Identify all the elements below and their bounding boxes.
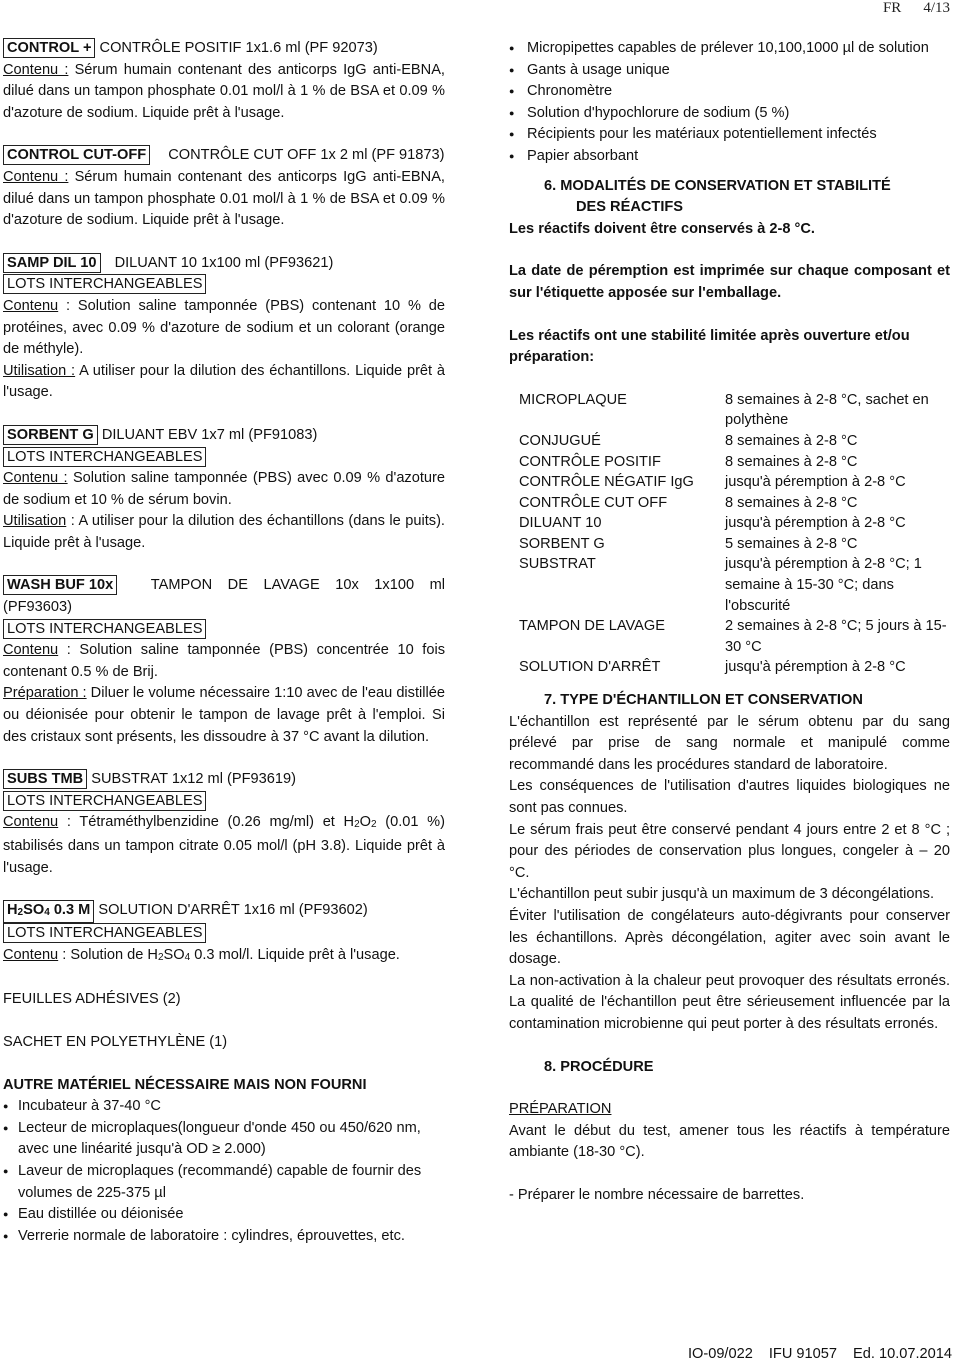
reagent-stability: 2 semaines à 2-8 °C; 5 jours à 15-30 °C (725, 618, 947, 655)
lots-interchangeables: LOTS INTERCHANGEABLES (3, 447, 206, 467)
reagent-stability: 8 semaines à 2-8 °C, sachet en polythène (725, 391, 929, 429)
reagent-stability: jusqu'à péremption à 2-8 °C (725, 659, 906, 676)
contenu-label: Contenu (3, 642, 59, 659)
reagent-stability: jusqu'à péremption à 2-8 °C (725, 474, 906, 491)
section-6-storage: Les réactifs doivent être conservés à 2-8 °C. (509, 220, 815, 237)
lots-interchangeables: LOTS INTERCHANGEABLES (3, 274, 206, 294)
stop-solution-title: SOLUTION D'ARRÊT 1x16 ml (PF93602) (98, 902, 368, 919)
right-column (509, 38, 950, 1207)
reagent-stability: 5 semaines à 2-8 °C (725, 535, 858, 552)
contenu-label: Contenu : (3, 470, 68, 487)
section-7-title: 7. TYPE D'ÉCHANTILLON ET CONSERVATION (544, 692, 863, 709)
sorbent-utilisation: : A utiliser pour la dilution des échantillons (dans le puits). Liquide prêt à l'usage. (3, 513, 445, 551)
preparation-title: PRÉPARATION (509, 1101, 612, 1118)
samp-dil-utilisation: A utiliser pour la dilution des échantillons. Liquide prêt à l'usage. (3, 362, 445, 401)
reagent-stability: jusqu'à péremption à 2-8 °C; 1 semaine à 15-30 °C; dans l'obscurité (725, 556, 922, 614)
contenu-label: Contenu (3, 297, 59, 314)
stop-solution-code (3, 900, 94, 923)
stop-solution-block (3, 900, 445, 968)
section-7-paragraph: Les conséquences de l'utilisation d'autres liquides biologiques ne sont pas connues. (509, 778, 950, 816)
table-row (519, 657, 947, 678)
subs-tmb-contenu-part: : Tétraméthylbenzidine (0.26 mg/ml) et H (58, 814, 355, 831)
section-6-stability-intro: Les réactifs ont une stabilité limitée après ouverture et/ou préparation: (509, 327, 910, 366)
autre-materiel-list (3, 1096, 445, 1247)
code-part: SO (23, 902, 45, 919)
feuilles-adhesives: FEUILLES ADHÉSIVES (2) (3, 991, 181, 1008)
wash-buf-block (3, 575, 445, 748)
section-7-paragraph: La non-activation à la chaleur peut provoquer des résultats erronés. La qualité de l'échantillon peut être sérieusement influencée par la contamination microbienne qui peut porter à des résultats erronés. (509, 972, 950, 1032)
subs-tmb-title: SUBSTRAT 1x12 ml (PF93619) (91, 771, 296, 788)
list-item: ● Eau distillée ou déionisée (3, 1204, 445, 1226)
table-row (519, 513, 947, 534)
list-item: ● Laveur de microplaques (recommandé) capable de fournir des volumes de 225-375 µl (3, 1161, 445, 1204)
sorbent-code: SORBENT G (3, 425, 98, 445)
reagent-name: CONTRÔLE POSITIF (519, 453, 661, 470)
code-part: H (7, 902, 18, 919)
reagent-name: SOLUTION D'ARRÊT (519, 659, 661, 676)
utilisation-label: Utilisation : (3, 362, 76, 379)
preparation-barrettes: - Préparer le nombre nécessaire de barrettes. (509, 1186, 805, 1203)
wash-buf-contenu: : Solution saline tamponnée (PBS) concentrée 10 fois contenant 0.5 % de Brij. (3, 642, 445, 680)
subs-tmb-contenu-part: (0.01 %) stabilisés dans un tampon citrate 0.05 mol/l (pH 3.8). Liquide prêt à l'usage. (3, 814, 445, 876)
subs-tmb-code: SUBS TMB (3, 769, 87, 789)
samp-dil-code: SAMP DIL 10 (3, 253, 101, 273)
table-row (519, 493, 947, 514)
control-cutoff-code: CONTROL CUT-OFF (3, 145, 150, 165)
section-7-paragraph: Le sérum frais peut être conservé pendant 4 jours entre 2 et 8 °C ; pour des périodes de conservation plus longues, congeler à – 20 °C. (509, 821, 950, 881)
control-cutoff-contenu: Sérum humain contenant des anticorps IgG anti-EBNA, dilué dans un tampon phosphate 0.01 mol/l à 1 % de BSA et 0.09 % d'azoture de sodium. Liquide prêt à l'usage. (3, 168, 445, 229)
reagent-name: CONTRÔLE CUT OFF (519, 494, 668, 511)
wash-buf-title: TAMPON DE LAVAGE 10x 1x100 ml (PF93603) (3, 577, 445, 616)
materiel-list-continued (509, 38, 950, 168)
footer-ref: IO-09/022 (687, 1346, 753, 1362)
wash-buf-code: WASH BUF 10x (3, 575, 117, 595)
sorbent-block (3, 425, 445, 555)
section-7-paragraph: L'échantillon est représenté par le sérum obtenu par du sang prélevé par prise de sang normale et manipulé comme recommandé dans les procédures standard de laboratoire. (509, 713, 950, 773)
contenu-label: Contenu : (3, 61, 69, 78)
table-row (519, 554, 947, 616)
list-item: ● Micropipettes capables de prélever 10,100,1000 µl de solution (509, 38, 950, 60)
section-6-title: 6. MODALITÉS DE CONSERVATION ET STABILITÉ (544, 177, 891, 194)
contenu-label: Contenu (3, 946, 59, 963)
reagent-name: TAMPON DE LAVAGE (519, 618, 665, 635)
page-header (861, 0, 950, 17)
sorbent-title: DILUANT EBV 1x7 ml (PF91083) (101, 426, 318, 443)
table-row (519, 431, 947, 452)
list-item: ● Verrerie normale de laboratoire : cylindres, éprouvettes, etc. (3, 1226, 445, 1248)
samp-dil-contenu: : Solution saline tamponnée (PBS) contenant 10 % de protéines, avec 0.09 % d'azoture de sodium et un colorant (orange de méthyle). (3, 297, 445, 358)
section-8-title: 8. PROCÉDURE (544, 1058, 654, 1075)
reagent-stability: 8 semaines à 2-8 °C (725, 432, 858, 449)
stop-contenu-part: : Solution de H (58, 946, 158, 963)
page-footer (672, 1346, 952, 1362)
preparation-text: Avant le début du test, amener tous les réactifs à température ambiante (18-30 °C). (509, 1122, 950, 1161)
stability-table (519, 390, 947, 678)
contenu-label: Contenu (3, 814, 59, 831)
utilisation-label: Utilisation (3, 513, 67, 530)
sorbent-contenu: Solution saline tamponnée (PBS) avec 0.09 % d'azoture de sodium et 10 % de sérum bovin. (3, 470, 445, 508)
reagent-name: MICROPLAQUE (519, 391, 627, 408)
section-7-paragraph: Éviter l'utilisation de congélateurs auto-dégivrants pour conserver les échantillons. Après décongélation, agiter avec soin avant le dosage. (509, 907, 950, 968)
contenu-label: Contenu : (3, 168, 69, 185)
subscript: 2 (354, 819, 360, 831)
section-6-title-line2: DES RÉACTIFS (576, 199, 684, 216)
list-item: ● Lecteur de microplaques(longueur d'onde 450 ou 450/620 nm, avec une linéarité jusqu'à OD ≥ 2.000) (3, 1118, 445, 1161)
subscript: 4 (44, 907, 50, 919)
table-row (519, 390, 947, 431)
reagent-name: DILUANT 10 (519, 515, 602, 532)
code-part: 0.3 M (49, 902, 91, 919)
reagent-stability: 8 semaines à 2-8 °C (725, 494, 858, 511)
section-7-paragraph: L'échantillon peut subir jusqu'à un maximum de 3 décongélations. (509, 886, 935, 903)
samp-dil-block (3, 253, 445, 404)
autre-materiel-title: AUTRE MATÉRIEL NÉCESSAIRE MAIS NON FOURNI (3, 1076, 367, 1093)
footer-ifu: IFU 91057 (768, 1346, 837, 1362)
lots-interchangeables: LOTS INTERCHANGEABLES (3, 619, 206, 639)
reagent-name: CONTRÔLE NÉGATIF IgG (519, 474, 694, 491)
control-positive-contenu: Sérum humain contenant des anticorps IgG anti-EBNA, dilué dans un tampon phosphate 0.01 mol/l à 1 % de BSA et 0.09 % d'azoture de sodium. Liquide prêt à l'usage. (3, 61, 445, 121)
control-positive-block (3, 38, 445, 124)
sachet-polyethylene: SACHET EN POLYETHYLÈNE (1) (3, 1033, 228, 1050)
preparation-label: Préparation : (3, 685, 87, 702)
footer-edition: Ed. 10.07.2014 (853, 1346, 952, 1362)
list-item: ● Incubateur à 37-40 °C (3, 1096, 445, 1118)
control-positive-title: CONTRÔLE POSITIF 1x1.6 ml (PF 92073) (99, 40, 378, 56)
section-6-expiry: La date de péremption est imprimée sur chaque composant et sur l'étiquette apposée sur l'emballage. (509, 263, 950, 301)
list-item: ● Récipients pour les matériaux potentiellement infectés (509, 124, 950, 146)
list-item: ● Solution d'hypochlorure de sodium (5 %) (509, 103, 950, 125)
reagent-name: SUBSTRAT (519, 556, 596, 573)
left-column (3, 38, 445, 1247)
reagent-name: SORBENT G (519, 535, 605, 552)
samp-dil-title: DILUANT 10 1x100 ml (PF93621) (114, 254, 334, 271)
table-row (519, 472, 947, 493)
table-row (519, 452, 947, 473)
subs-tmb-contenu-part: O (359, 814, 371, 831)
stop-contenu-part: SO (163, 946, 185, 963)
subs-tmb-block (3, 769, 445, 879)
control-positive-code: CONTROL + (3, 38, 95, 58)
list-item: ● Chronomètre (509, 81, 950, 103)
reagent-name: CONJUGUÉ (519, 432, 601, 449)
lots-interchangeables: LOTS INTERCHANGEABLES (3, 791, 206, 811)
table-row (519, 534, 947, 555)
subscript: 2 (371, 819, 377, 831)
reagent-stability: jusqu'à péremption à 2-8 °C (725, 515, 906, 532)
control-cutoff-title: CONTRÔLE CUT OFF 1x 2 ml (PF 91873) (168, 147, 445, 164)
wash-buf-preparation: Diluer le volume nécessaire 1:10 avec de l'eau distillée ou déionisée pour obtenir le tampon de lavage prêt à l'emploi. Si des cristaux sont présents, les dissoudre à 37 °C avant la dilution. (3, 685, 445, 745)
subscript: 4 (184, 951, 191, 963)
subscript: 2 (157, 951, 164, 963)
language-code: FR (882, 0, 902, 16)
stop-contenu-part: 0.3 mol/l. Liquide prêt à l'usage. (190, 946, 400, 963)
lots-interchangeables: LOTS INTERCHANGEABLES (3, 923, 206, 943)
reagent-stability: 8 semaines à 2-8 °C (725, 453, 858, 470)
subscript: 2 (17, 907, 24, 919)
list-item: ● Gants à usage unique (509, 60, 950, 82)
list-item: ● Papier absorbant (509, 146, 950, 168)
control-cutoff-block (3, 145, 445, 231)
page-number: 4/13 (923, 0, 950, 16)
table-row (519, 616, 947, 657)
